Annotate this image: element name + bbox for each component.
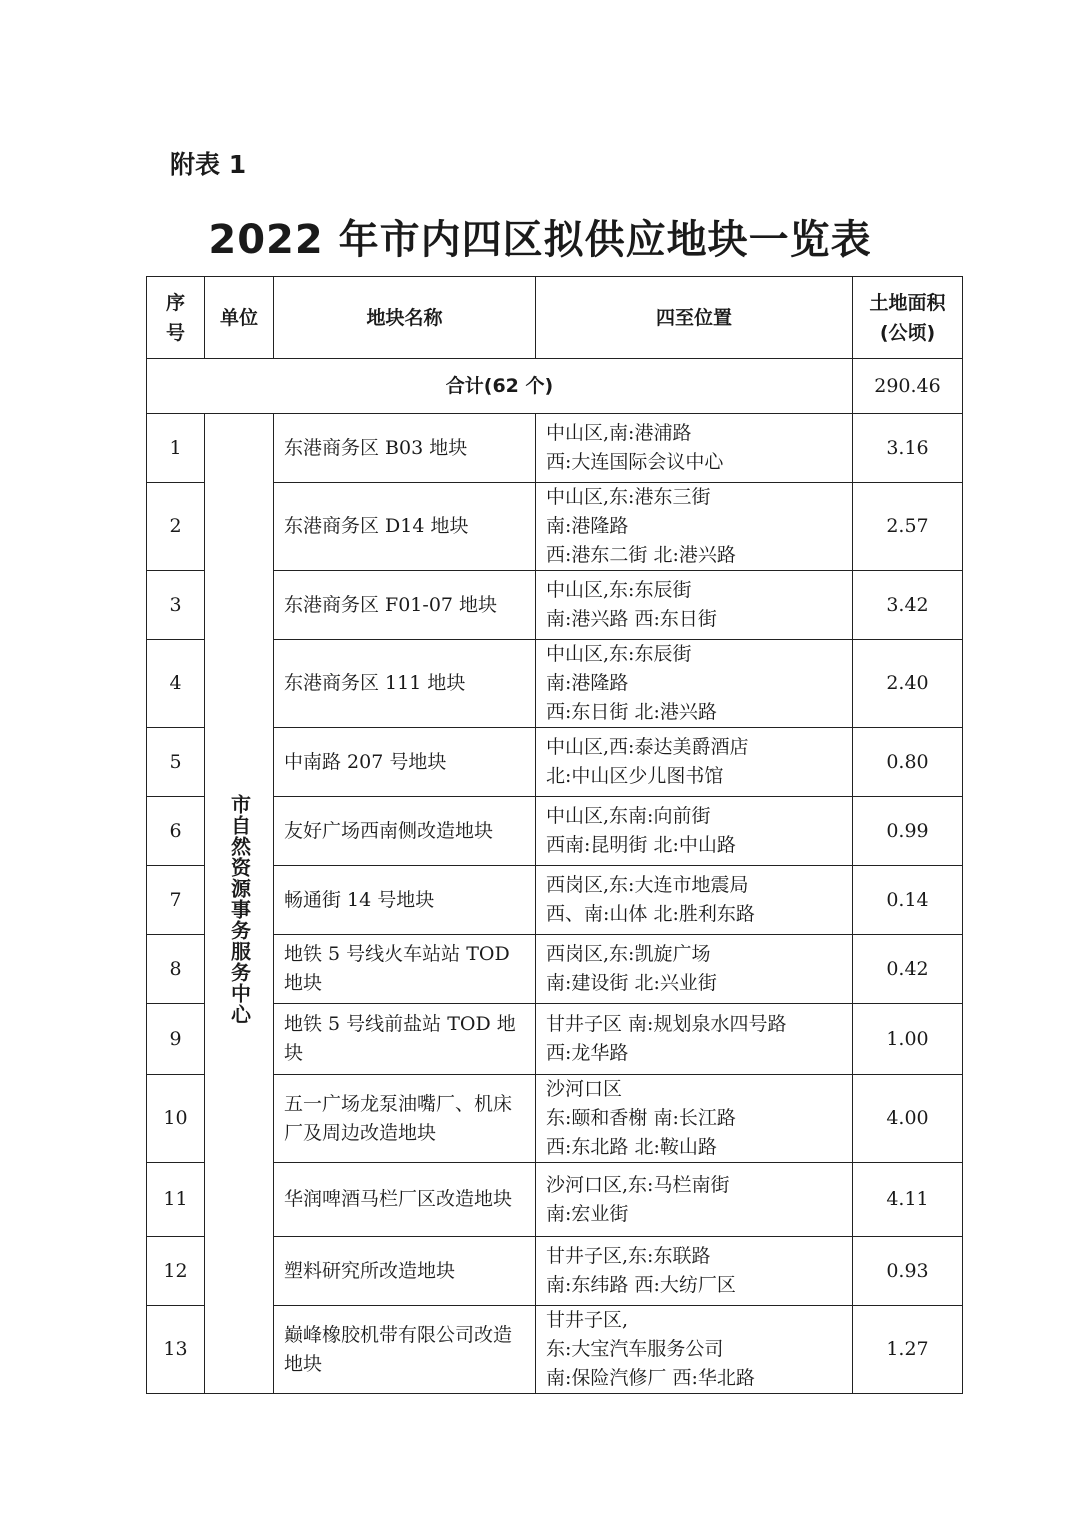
row-parcel-name: 华润啤酒马栏厂区改造地块 (274, 1163, 536, 1237)
total-label: 合计(62 个) (147, 359, 853, 414)
row-parcel-name: 塑料研究所改造地块 (274, 1237, 536, 1306)
total-row (147, 359, 963, 414)
row-seq: 8 (147, 935, 205, 1004)
unit-cell (205, 414, 274, 1394)
row-area: 4.00 (853, 1075, 963, 1163)
row-area: 3.16 (853, 414, 963, 483)
row-area: 2.40 (853, 640, 963, 728)
row-seq: 2 (147, 483, 205, 571)
row-location: 中山区,东:东辰街 南:港隆路 西:东日街 北:港兴路 (536, 640, 853, 728)
row-seq: 9 (147, 1004, 205, 1075)
total-value: 290.46 (853, 359, 963, 414)
row-parcel-name: 东港商务区 D14 地块 (274, 483, 536, 571)
row-location: 中山区,东:港东三街 南:港隆路 西:港东二街 北:港兴路 (536, 483, 853, 571)
row-parcel-name: 地铁 5 号线前盐站 TOD 地块 (274, 1004, 536, 1075)
row-area: 1.00 (853, 1004, 963, 1075)
row-parcel-name: 中南路 207 号地块 (274, 728, 536, 797)
row-location: 西岗区,东:大连市地震局 西、南:山体 北:胜利东路 (536, 866, 853, 935)
row-seq: 7 (147, 866, 205, 935)
row-parcel-name: 畅通街 14 号地块 (274, 866, 536, 935)
row-location: 中山区,南:港浦路 西:大连国际会议中心 (536, 414, 853, 483)
row-location: 中山区,西:泰达美爵酒店 北:中山区少儿图书馆 (536, 728, 853, 797)
row-parcel-name: 地铁 5 号线火车站站 TOD 地块 (274, 935, 536, 1004)
page-title: 2022 年市内四区拟供应地块一览表 (208, 217, 872, 263)
table-row (147, 414, 963, 483)
row-location: 中山区,东南:向前街 西南:昆明街 北:中山路 (536, 797, 853, 866)
row-parcel-name: 东港商务区 B03 地块 (274, 414, 536, 483)
header-location: 四至位置 (536, 277, 853, 359)
row-parcel-name: 巅峰橡胶机带有限公司改造地块 (274, 1306, 536, 1394)
row-parcel-name: 友好广场西南侧改造地块 (274, 797, 536, 866)
row-parcel-name: 东港商务区 F01-07 地块 (274, 571, 536, 640)
header-name: 地块名称 (274, 277, 536, 359)
row-area: 0.99 (853, 797, 963, 866)
row-seq: 1 (147, 414, 205, 483)
row-seq: 11 (147, 1163, 205, 1237)
row-location: 沙河口区,东:马栏南街 南:宏业街 (536, 1163, 853, 1237)
row-seq: 5 (147, 728, 205, 797)
row-area: 0.14 (853, 866, 963, 935)
row-location: 沙河口区 东:颐和香榭 南:长江路 西:东北路 北:鞍山路 (536, 1075, 853, 1163)
row-seq: 6 (147, 797, 205, 866)
row-seq: 4 (147, 640, 205, 728)
row-area: 2.57 (853, 483, 963, 571)
header-seq: 序 号 (147, 277, 205, 359)
row-seq: 3 (147, 571, 205, 640)
row-location: 甘井子区 南:规划泉水四号路 西:龙华路 (536, 1004, 853, 1075)
land-parcel-table (146, 276, 963, 1394)
row-area: 1.27 (853, 1306, 963, 1394)
row-area: 0.42 (853, 935, 963, 1004)
row-location: 甘井子区,东:东联路 南:东纬路 西:大纺厂区 (536, 1237, 853, 1306)
header-area: 土地面积 (公顷) (853, 277, 963, 359)
row-parcel-name: 东港商务区 111 地块 (274, 640, 536, 728)
row-seq: 10 (147, 1075, 205, 1163)
row-location: 西岗区,东:凯旋广场 南:建设街 北:兴业街 (536, 935, 853, 1004)
row-area: 3.42 (853, 571, 963, 640)
appendix-label: 附表 1 (170, 150, 247, 179)
row-location: 中山区,东:东辰街 南:港兴路 西:东日街 (536, 571, 853, 640)
row-area: 4.11 (853, 1163, 963, 1237)
row-area: 0.80 (853, 728, 963, 797)
table-header-row (147, 277, 963, 359)
row-parcel-name: 五一广场龙泵油嘴厂、机床厂及周边改造地块 (274, 1075, 536, 1163)
unit-name: 市自然资源事务服务中心 (227, 793, 252, 1025)
row-seq: 12 (147, 1237, 205, 1306)
row-location: 甘井子区, 东:大宝汽车服务公司 南:保险汽修厂 西:华北路 (536, 1306, 853, 1394)
row-area: 0.93 (853, 1237, 963, 1306)
header-unit: 单位 (205, 277, 274, 359)
row-seq: 13 (147, 1306, 205, 1394)
